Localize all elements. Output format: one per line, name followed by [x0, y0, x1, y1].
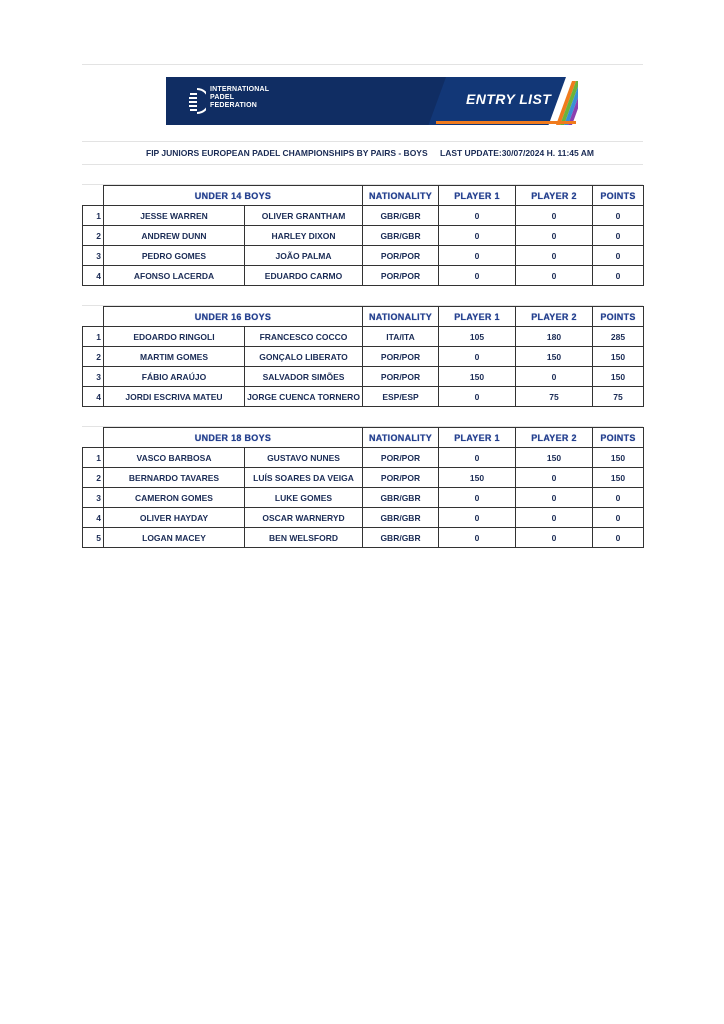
player-two-name: JOÃO PALMA: [245, 246, 363, 266]
header-blank: [83, 307, 104, 327]
player-one-name: JESSE WARREN: [104, 206, 245, 226]
spacer-row: [82, 407, 643, 427]
total-points: 0: [593, 528, 644, 548]
table-row: [83, 528, 644, 548]
entry-table: [82, 185, 644, 286]
nationality-cell: GBR/GBR: [363, 488, 439, 508]
player1-points: 0: [439, 528, 516, 548]
player1-points: 0: [439, 387, 516, 407]
player1-points: 150: [439, 367, 516, 387]
player2-points: 0: [516, 246, 593, 266]
header-nationality: NATIONALITY: [363, 428, 439, 448]
player-one-name: MARTIM GOMES: [104, 347, 245, 367]
table-row: [83, 246, 644, 266]
player-two-name: LUÍS SOARES DA VEIGA: [245, 468, 363, 488]
player1-points: 0: [439, 347, 516, 367]
total-points: 150: [593, 347, 644, 367]
header-player1: PLAYER 1: [439, 428, 516, 448]
total-points: 0: [593, 508, 644, 528]
player-one-name: FÁBIO ARAÚJO: [104, 367, 245, 387]
player-one-name: CAMERON GOMES: [104, 488, 245, 508]
row-number: 1: [83, 327, 104, 347]
nationality-cell: GBR/GBR: [363, 226, 439, 246]
header-points: POINTS: [593, 428, 644, 448]
row-number: 2: [83, 347, 104, 367]
total-points: 0: [593, 206, 644, 226]
nationality-cell: GBR/GBR: [363, 206, 439, 226]
total-points: 285: [593, 327, 644, 347]
row-number: 3: [83, 246, 104, 266]
player-two-name: LUKE GOMES: [245, 488, 363, 508]
event-title: FIP JUNIORS EUROPEAN PADEL CHAMPIONSHIPS BY PAIRS - BOYS: [146, 148, 428, 158]
player2-points: 0: [516, 206, 593, 226]
player-two-name: FRANCESCO COCCO: [245, 327, 363, 347]
last-update: LAST UPDATE:30/07/2024 H. 11:45 AM: [440, 148, 595, 158]
row-number: 2: [83, 226, 104, 246]
player2-points: 75: [516, 387, 593, 407]
player-two-name: JORGE CUENCA TORNERO: [245, 387, 363, 407]
table-row: [83, 327, 644, 347]
player2-points: 0: [516, 468, 593, 488]
player1-points: 0: [439, 488, 516, 508]
table-row: [83, 226, 644, 246]
fip-logo-icon: [188, 87, 206, 115]
player-one-name: VASCO BARBOSA: [104, 448, 245, 468]
table-row: [83, 367, 644, 387]
nationality-cell: GBR/GBR: [363, 528, 439, 548]
total-points: 150: [593, 448, 644, 468]
player2-points: 150: [516, 347, 593, 367]
nationality-cell: GBR/GBR: [363, 508, 439, 528]
table-row: [83, 206, 644, 226]
row-number: 4: [83, 387, 104, 407]
table-row: [83, 347, 644, 367]
player2-points: 0: [516, 266, 593, 286]
spacer-row: [82, 165, 643, 185]
table-row: [83, 508, 644, 528]
banner-title: ENTRY LIST: [466, 91, 552, 107]
player-two-name: OLIVER GRANTHAM: [245, 206, 363, 226]
player1-points: 0: [439, 206, 516, 226]
player-two-name: OSCAR WARNERYD: [245, 508, 363, 528]
nationality-cell: POR/POR: [363, 448, 439, 468]
player-one-name: PEDRO GOMES: [104, 246, 245, 266]
total-points: 150: [593, 468, 644, 488]
total-points: 0: [593, 266, 644, 286]
header-player2: PLAYER 2: [516, 307, 593, 327]
player2-points: 0: [516, 528, 593, 548]
player-one-name: LOGAN MACEY: [104, 528, 245, 548]
header-player2: PLAYER 2: [516, 186, 593, 206]
table-row: [83, 468, 644, 488]
entry-sections: [82, 185, 643, 548]
player-two-name: SALVADOR SIMÕES: [245, 367, 363, 387]
table-row: [83, 266, 644, 286]
nationality-cell: ESP/ESP: [363, 387, 439, 407]
table-row: [83, 448, 644, 468]
table-row: [83, 488, 644, 508]
row-number: 1: [83, 448, 104, 468]
player-two-name: HARLEY DIXON: [245, 226, 363, 246]
nationality-cell: POR/POR: [363, 266, 439, 286]
player-two-name: GONÇALO LIBERATO: [245, 347, 363, 367]
header-nationality: NATIONALITY: [363, 186, 439, 206]
player2-points: 0: [516, 226, 593, 246]
entry-table: [82, 306, 644, 407]
player1-points: 150: [439, 468, 516, 488]
entry-list-sheet: [82, 64, 643, 548]
table-row: [83, 387, 644, 407]
section-title: UNDER 16 BOYS: [104, 307, 363, 327]
player-two-name: BEN WELSFORD: [245, 528, 363, 548]
player1-points: 0: [439, 266, 516, 286]
nationality-cell: POR/POR: [363, 468, 439, 488]
player-one-name: EDOARDO RINGOLI: [104, 327, 245, 347]
header-blank: [83, 428, 104, 448]
player-two-name: EDUARDO CARMO: [245, 266, 363, 286]
fip-banner: [166, 77, 578, 125]
table-header-row: [83, 307, 644, 327]
table-header-row: [83, 428, 644, 448]
row-number: 4: [83, 508, 104, 528]
player-one-name: OLIVER HAYDAY: [104, 508, 245, 528]
player-one-name: BERNARDO TAVARES: [104, 468, 245, 488]
total-points: 0: [593, 246, 644, 266]
section-title: UNDER 14 BOYS: [104, 186, 363, 206]
row-number: 4: [83, 266, 104, 286]
player-one-name: JORDI ESCRIVA MATEU: [104, 387, 245, 407]
header-points: POINTS: [593, 307, 644, 327]
header-points: POINTS: [593, 186, 644, 206]
player1-points: 0: [439, 448, 516, 468]
spacer-row: [82, 286, 643, 306]
section-title: UNDER 18 BOYS: [104, 428, 363, 448]
total-points: 75: [593, 387, 644, 407]
player-one-name: AFONSO LACERDA: [104, 266, 245, 286]
player1-points: 105: [439, 327, 516, 347]
player2-points: 0: [516, 508, 593, 528]
header-player1: PLAYER 1: [439, 186, 516, 206]
banner-row: [82, 64, 643, 141]
nationality-cell: ITA/ITA: [363, 327, 439, 347]
row-number: 3: [83, 488, 104, 508]
header-nationality: NATIONALITY: [363, 307, 439, 327]
player2-points: 0: [516, 367, 593, 387]
header-player1: PLAYER 1: [439, 307, 516, 327]
fip-logo-text: INTERNATIONAL PADEL FEDERATION: [210, 86, 270, 109]
player-two-name: GUSTAVO NUNES: [245, 448, 363, 468]
row-number: 3: [83, 367, 104, 387]
player1-points: 0: [439, 246, 516, 266]
total-points: 0: [593, 488, 644, 508]
total-points: 150: [593, 367, 644, 387]
table-header-row: [83, 186, 644, 206]
header-player2: PLAYER 2: [516, 428, 593, 448]
event-title-row: [82, 141, 643, 165]
nationality-cell: POR/POR: [363, 347, 439, 367]
header-blank: [83, 186, 104, 206]
row-number: 2: [83, 468, 104, 488]
player2-points: 0: [516, 488, 593, 508]
player2-points: 150: [516, 448, 593, 468]
entry-table: [82, 427, 644, 548]
row-number: 5: [83, 528, 104, 548]
row-number: 1: [83, 206, 104, 226]
player2-points: 180: [516, 327, 593, 347]
player-one-name: ANDREW DUNN: [104, 226, 245, 246]
player1-points: 0: [439, 508, 516, 528]
nationality-cell: POR/POR: [363, 367, 439, 387]
nationality-cell: POR/POR: [363, 246, 439, 266]
player1-points: 0: [439, 226, 516, 246]
total-points: 0: [593, 226, 644, 246]
